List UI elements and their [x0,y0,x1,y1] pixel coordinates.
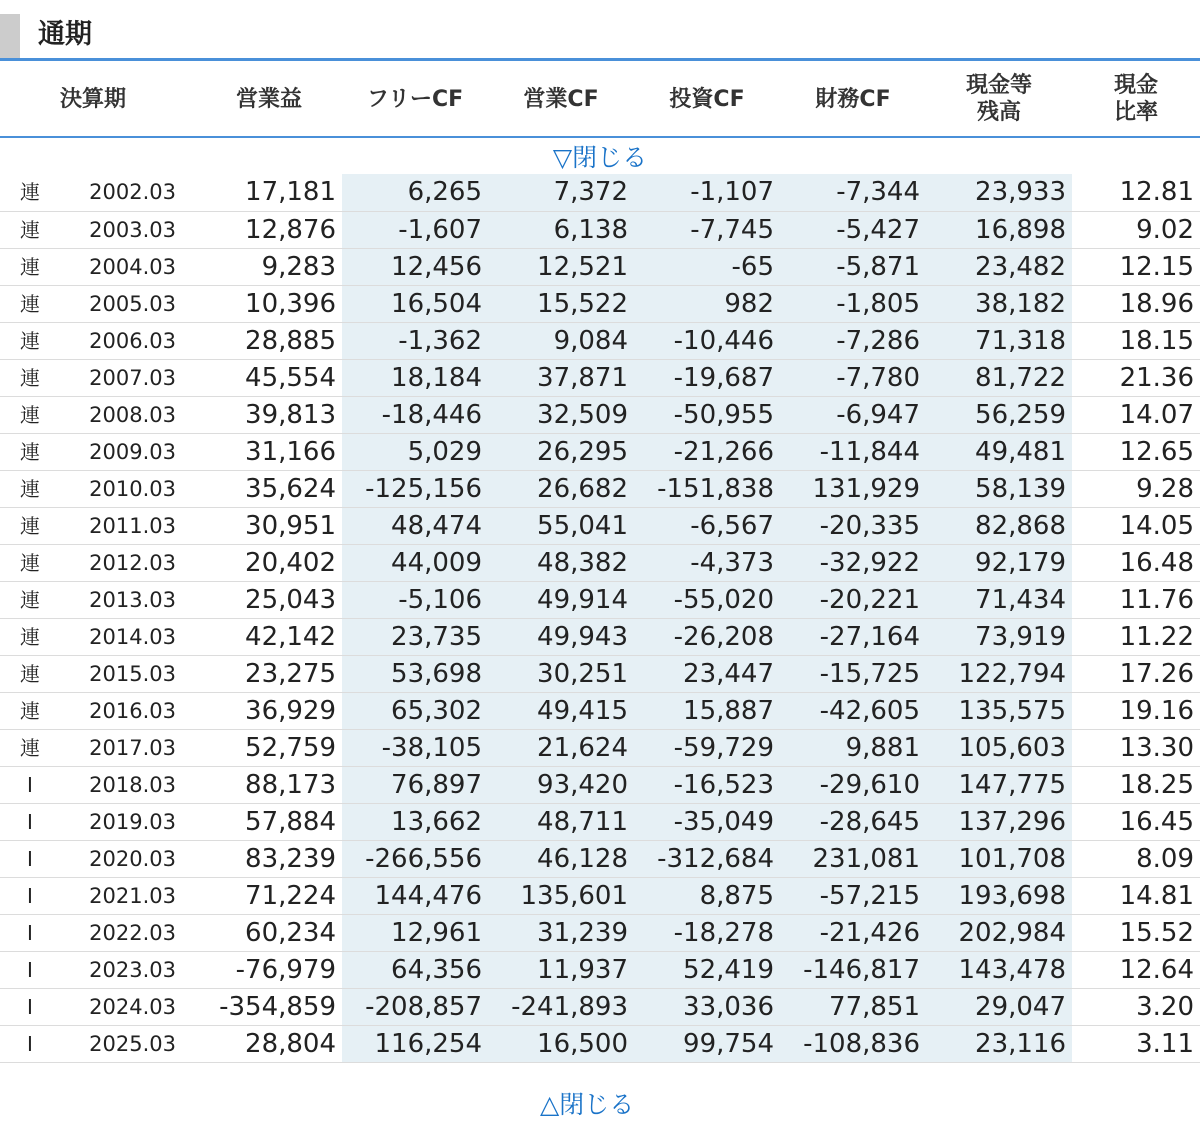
row-type: 連 [0,692,60,729]
cell-financing-cf: -20,221 [780,581,926,618]
cell-cash-ratio: 18.96 [1072,285,1200,322]
cell-cash-balance: 56,259 [926,396,1072,433]
row-period: 2025.03 [60,1025,196,1062]
row-period: 2024.03 [60,988,196,1025]
cell-investing-cf: 8,875 [634,877,780,914]
cell-financing-cf: -28,645 [780,803,926,840]
cell-free-cf: -1,362 [342,322,488,359]
cell-cash-ratio: 19.16 [1072,692,1200,729]
cell-financing-cf: -11,844 [780,433,926,470]
row-period: 2014.03 [60,618,196,655]
cell-investing-cf: -10,446 [634,322,780,359]
row-period: 2009.03 [60,433,196,470]
cell-cash-balance: 38,182 [926,285,1072,322]
row-type: I [0,988,60,1025]
cell-operating-income: 20,402 [196,544,342,581]
cashflow-table [0,62,1200,1063]
cell-free-cf: 13,662 [342,803,488,840]
cell-operating-cf: 32,509 [488,396,634,433]
cell-free-cf: 53,698 [342,655,488,692]
cell-operating-income: 17,181 [196,174,342,211]
cell-investing-cf: -59,729 [634,729,780,766]
row-type: 連 [0,322,60,359]
row-period: 2005.03 [60,285,196,322]
cell-investing-cf: -18,278 [634,914,780,951]
table-row [0,322,1200,359]
cell-financing-cf: -5,871 [780,248,926,285]
row-period: 2017.03 [60,729,196,766]
cell-cash-ratio: 13.30 [1072,729,1200,766]
cell-cash-ratio: 14.05 [1072,507,1200,544]
cell-investing-cf: -6,567 [634,507,780,544]
cell-free-cf: 44,009 [342,544,488,581]
row-period: 2016.03 [60,692,196,729]
cell-cash-ratio: 18.25 [1072,766,1200,803]
cell-operating-income: 30,951 [196,507,342,544]
cell-cash-balance: 105,603 [926,729,1072,766]
cell-financing-cf: -1,805 [780,285,926,322]
row-period: 2023.03 [60,951,196,988]
cell-investing-cf: 33,036 [634,988,780,1025]
cell-cash-ratio: 15.52 [1072,914,1200,951]
cell-operating-cf: 9,084 [488,322,634,359]
cell-cash-balance: 16,898 [926,211,1072,248]
cell-free-cf: -5,106 [342,581,488,618]
cell-operating-income: 42,142 [196,618,342,655]
cell-investing-cf: -4,373 [634,544,780,581]
cell-operating-income: 39,813 [196,396,342,433]
cell-free-cf: 144,476 [342,877,488,914]
cell-operating-cf: 55,041 [488,507,634,544]
table-row [0,285,1200,322]
cell-cash-ratio: 3.20 [1072,988,1200,1025]
cell-operating-income: 10,396 [196,285,342,322]
bottom-close-toggle-link[interactable]: △閉じる [540,1089,635,1119]
row-type: 連 [0,470,60,507]
cell-investing-cf: -35,049 [634,803,780,840]
cell-financing-cf: 131,929 [780,470,926,507]
row-type: 連 [0,359,60,396]
cell-financing-cf: -146,817 [780,951,926,988]
cell-operating-cf: 16,500 [488,1025,634,1062]
cell-operating-cf: 30,251 [488,655,634,692]
cell-operating-cf: 15,522 [488,285,634,322]
cell-financing-cf: -57,215 [780,877,926,914]
cell-financing-cf: -6,947 [780,396,926,433]
cell-financing-cf: -32,922 [780,544,926,581]
cell-investing-cf: -55,020 [634,581,780,618]
cell-investing-cf: 52,419 [634,951,780,988]
cell-investing-cf: -151,838 [634,470,780,507]
cell-cash-ratio: 9.28 [1072,470,1200,507]
cell-investing-cf: 23,447 [634,655,780,692]
cell-free-cf: -266,556 [342,840,488,877]
cell-operating-cf: 49,943 [488,618,634,655]
cell-free-cf: 12,961 [342,914,488,951]
cell-investing-cf: -312,684 [634,840,780,877]
cell-cash-balance: 202,984 [926,914,1072,951]
row-type: 連 [0,618,60,655]
table-row [0,692,1200,729]
row-period: 2013.03 [60,581,196,618]
header-operating-income: 営業益 [196,62,342,137]
table-row [0,433,1200,470]
cell-cash-balance: 135,575 [926,692,1072,729]
table-row [0,248,1200,285]
row-period: 2021.03 [60,877,196,914]
cell-cash-balance: 23,116 [926,1025,1072,1062]
row-period: 2006.03 [60,322,196,359]
cell-free-cf: 76,897 [342,766,488,803]
cell-operating-cf: 6,138 [488,211,634,248]
table-row [0,470,1200,507]
table-row [0,988,1200,1025]
toggle-row [0,137,1200,174]
cell-free-cf: -1,607 [342,211,488,248]
cell-financing-cf: -108,836 [780,1025,926,1062]
table-row [0,211,1200,248]
cell-operating-income: 83,239 [196,840,342,877]
row-period: 2004.03 [60,248,196,285]
row-type: 連 [0,211,60,248]
row-type: I [0,766,60,803]
row-type: I [0,914,60,951]
section-divider [0,58,1200,61]
cell-cash-balance: 147,775 [926,766,1072,803]
close-toggle-link[interactable]: ▽閉じる [552,143,648,172]
cell-financing-cf: 231,081 [780,840,926,877]
cell-cash-balance: 81,722 [926,359,1072,396]
cell-financing-cf: 77,851 [780,988,926,1025]
row-type: 連 [0,174,60,211]
cell-financing-cf: -7,344 [780,174,926,211]
row-type: I [0,877,60,914]
cell-cash-balance: 23,933 [926,174,1072,211]
cell-cash-balance: 137,296 [926,803,1072,840]
cell-operating-income: 88,173 [196,766,342,803]
cell-operating-cf: 93,420 [488,766,634,803]
cell-free-cf: 65,302 [342,692,488,729]
table-row [0,951,1200,988]
cell-operating-income: 12,876 [196,211,342,248]
cell-investing-cf: 15,887 [634,692,780,729]
cell-investing-cf: 99,754 [634,1025,780,1062]
cell-operating-cf: 49,415 [488,692,634,729]
cell-cash-ratio: 16.48 [1072,544,1200,581]
cell-operating-income: 52,759 [196,729,342,766]
cell-free-cf: -208,857 [342,988,488,1025]
cell-investing-cf: -21,266 [634,433,780,470]
cell-cash-balance: 29,047 [926,988,1072,1025]
header-financing-cf: 財務CF [780,62,926,137]
cell-cash-balance: 193,698 [926,877,1072,914]
cell-financing-cf: -15,725 [780,655,926,692]
cell-free-cf: 23,735 [342,618,488,655]
cell-operating-cf: 26,295 [488,433,634,470]
cell-cash-balance: 143,478 [926,951,1072,988]
cell-operating-cf: 12,521 [488,248,634,285]
cell-financing-cf: -27,164 [780,618,926,655]
cell-investing-cf: -1,107 [634,174,780,211]
cell-cash-ratio: 16.45 [1072,803,1200,840]
cell-operating-cf: 21,624 [488,729,634,766]
cell-financing-cf: -7,286 [780,322,926,359]
cell-financing-cf: -21,426 [780,914,926,951]
table-row [0,766,1200,803]
cell-cash-ratio: 12.81 [1072,174,1200,211]
cell-operating-cf: 46,128 [488,840,634,877]
cell-investing-cf: -65 [634,248,780,285]
section-title: 通期 [38,19,92,50]
cell-operating-income: 36,929 [196,692,342,729]
row-type: I [0,1025,60,1062]
cell-cash-ratio: 12.64 [1072,951,1200,988]
cell-financing-cf: -20,335 [780,507,926,544]
cell-investing-cf: -16,523 [634,766,780,803]
cell-free-cf: 12,456 [342,248,488,285]
table-row [0,914,1200,951]
cell-cash-balance: 92,179 [926,544,1072,581]
cell-operating-income: 31,166 [196,433,342,470]
cell-free-cf: -38,105 [342,729,488,766]
header-cash-ratio: 現金 比率 [1072,62,1200,137]
cell-cash-ratio: 8.09 [1072,840,1200,877]
cell-operating-cf: 7,372 [488,174,634,211]
row-period: 2008.03 [60,396,196,433]
cell-operating-income: -76,979 [196,951,342,988]
table-row [0,174,1200,211]
table-row [0,359,1200,396]
cell-cash-ratio: 18.15 [1072,322,1200,359]
row-period: 2022.03 [60,914,196,951]
cell-cash-balance: 23,482 [926,248,1072,285]
row-type: 連 [0,433,60,470]
cell-free-cf: 48,474 [342,507,488,544]
table-row [0,507,1200,544]
cell-operating-cf: 48,382 [488,544,634,581]
cell-free-cf: 6,265 [342,174,488,211]
row-type: 連 [0,729,60,766]
cell-operating-cf: -241,893 [488,988,634,1025]
row-period: 2020.03 [60,840,196,877]
cell-cash-balance: 82,868 [926,507,1072,544]
cell-financing-cf: -5,427 [780,211,926,248]
section-header [0,0,1200,62]
cell-operating-cf: 31,239 [488,914,634,951]
header-period: 決算期 [0,62,196,137]
cell-free-cf: 64,356 [342,951,488,988]
cell-investing-cf: -19,687 [634,359,780,396]
row-period: 2015.03 [60,655,196,692]
cell-cash-ratio: 11.76 [1072,581,1200,618]
cell-cash-balance: 101,708 [926,840,1072,877]
cell-cash-balance: 58,139 [926,470,1072,507]
cell-financing-cf: -7,780 [780,359,926,396]
cell-investing-cf: -50,955 [634,396,780,433]
row-type: 連 [0,248,60,285]
table-row [0,1025,1200,1062]
table-row [0,729,1200,766]
row-period: 2012.03 [60,544,196,581]
row-period: 2002.03 [60,174,196,211]
row-period: 2007.03 [60,359,196,396]
cell-free-cf: 116,254 [342,1025,488,1062]
cell-free-cf: 18,184 [342,359,488,396]
bottom-toggle-area [0,1063,1200,1119]
cell-operating-income: 9,283 [196,248,342,285]
cell-cash-ratio: 12.15 [1072,248,1200,285]
cell-operating-income: 35,624 [196,470,342,507]
cell-operating-cf: 48,711 [488,803,634,840]
row-type: 連 [0,581,60,618]
row-type: 連 [0,544,60,581]
table-row [0,840,1200,877]
cell-operating-income: 28,885 [196,322,342,359]
cell-cash-ratio: 14.81 [1072,877,1200,914]
cell-cash-ratio: 9.02 [1072,211,1200,248]
cell-cash-ratio: 14.07 [1072,396,1200,433]
cell-operating-income: 28,804 [196,1025,342,1062]
cell-free-cf: 5,029 [342,433,488,470]
cell-financing-cf: -42,605 [780,692,926,729]
header-row [0,62,1200,137]
cell-operating-income: 71,224 [196,877,342,914]
cell-cash-balance: 71,434 [926,581,1072,618]
cell-investing-cf: -7,745 [634,211,780,248]
cell-operating-cf: 37,871 [488,359,634,396]
header-investing-cf: 投資CF [634,62,780,137]
cell-operating-cf: 11,937 [488,951,634,988]
header-cash-balance: 現金等 残高 [926,62,1072,137]
table-row [0,655,1200,692]
cell-operating-income: 25,043 [196,581,342,618]
cell-cash-ratio: 3.11 [1072,1025,1200,1062]
cell-operating-income: 60,234 [196,914,342,951]
data-rows [0,174,1200,1062]
row-period: 2003.03 [60,211,196,248]
cell-cash-ratio: 21.36 [1072,359,1200,396]
cell-operating-income: -354,859 [196,988,342,1025]
cell-investing-cf: 982 [634,285,780,322]
header-free-cf: フリーCF [342,62,488,137]
cell-financing-cf: -29,610 [780,766,926,803]
cell-operating-cf: 26,682 [488,470,634,507]
cell-cash-balance: 122,794 [926,655,1072,692]
cell-operating-cf: 135,601 [488,877,634,914]
row-type: 連 [0,285,60,322]
cell-cash-balance: 49,481 [926,433,1072,470]
table-row [0,581,1200,618]
section-marker [0,14,20,58]
cell-operating-cf: 49,914 [488,581,634,618]
cell-cash-ratio: 12.65 [1072,433,1200,470]
cell-operating-income: 57,884 [196,803,342,840]
cell-investing-cf: -26,208 [634,618,780,655]
cell-free-cf: 16,504 [342,285,488,322]
row-period: 2019.03 [60,803,196,840]
row-type: 連 [0,396,60,433]
row-type: I [0,840,60,877]
cell-cash-balance: 71,318 [926,322,1072,359]
row-type: 連 [0,507,60,544]
row-type: I [0,951,60,988]
cell-operating-income: 23,275 [196,655,342,692]
table-row [0,396,1200,433]
row-period: 2010.03 [60,470,196,507]
cell-cash-balance: 73,919 [926,618,1072,655]
table-row [0,877,1200,914]
table-row [0,618,1200,655]
cell-free-cf: -18,446 [342,396,488,433]
table-row [0,803,1200,840]
header-operating-cf: 営業CF [488,62,634,137]
row-type: I [0,803,60,840]
row-period: 2011.03 [60,507,196,544]
cell-free-cf: -125,156 [342,470,488,507]
cell-cash-ratio: 17.26 [1072,655,1200,692]
cell-financing-cf: 9,881 [780,729,926,766]
cell-cash-ratio: 11.22 [1072,618,1200,655]
row-type: 連 [0,655,60,692]
row-period: 2018.03 [60,766,196,803]
cell-operating-income: 45,554 [196,359,342,396]
table-row [0,544,1200,581]
